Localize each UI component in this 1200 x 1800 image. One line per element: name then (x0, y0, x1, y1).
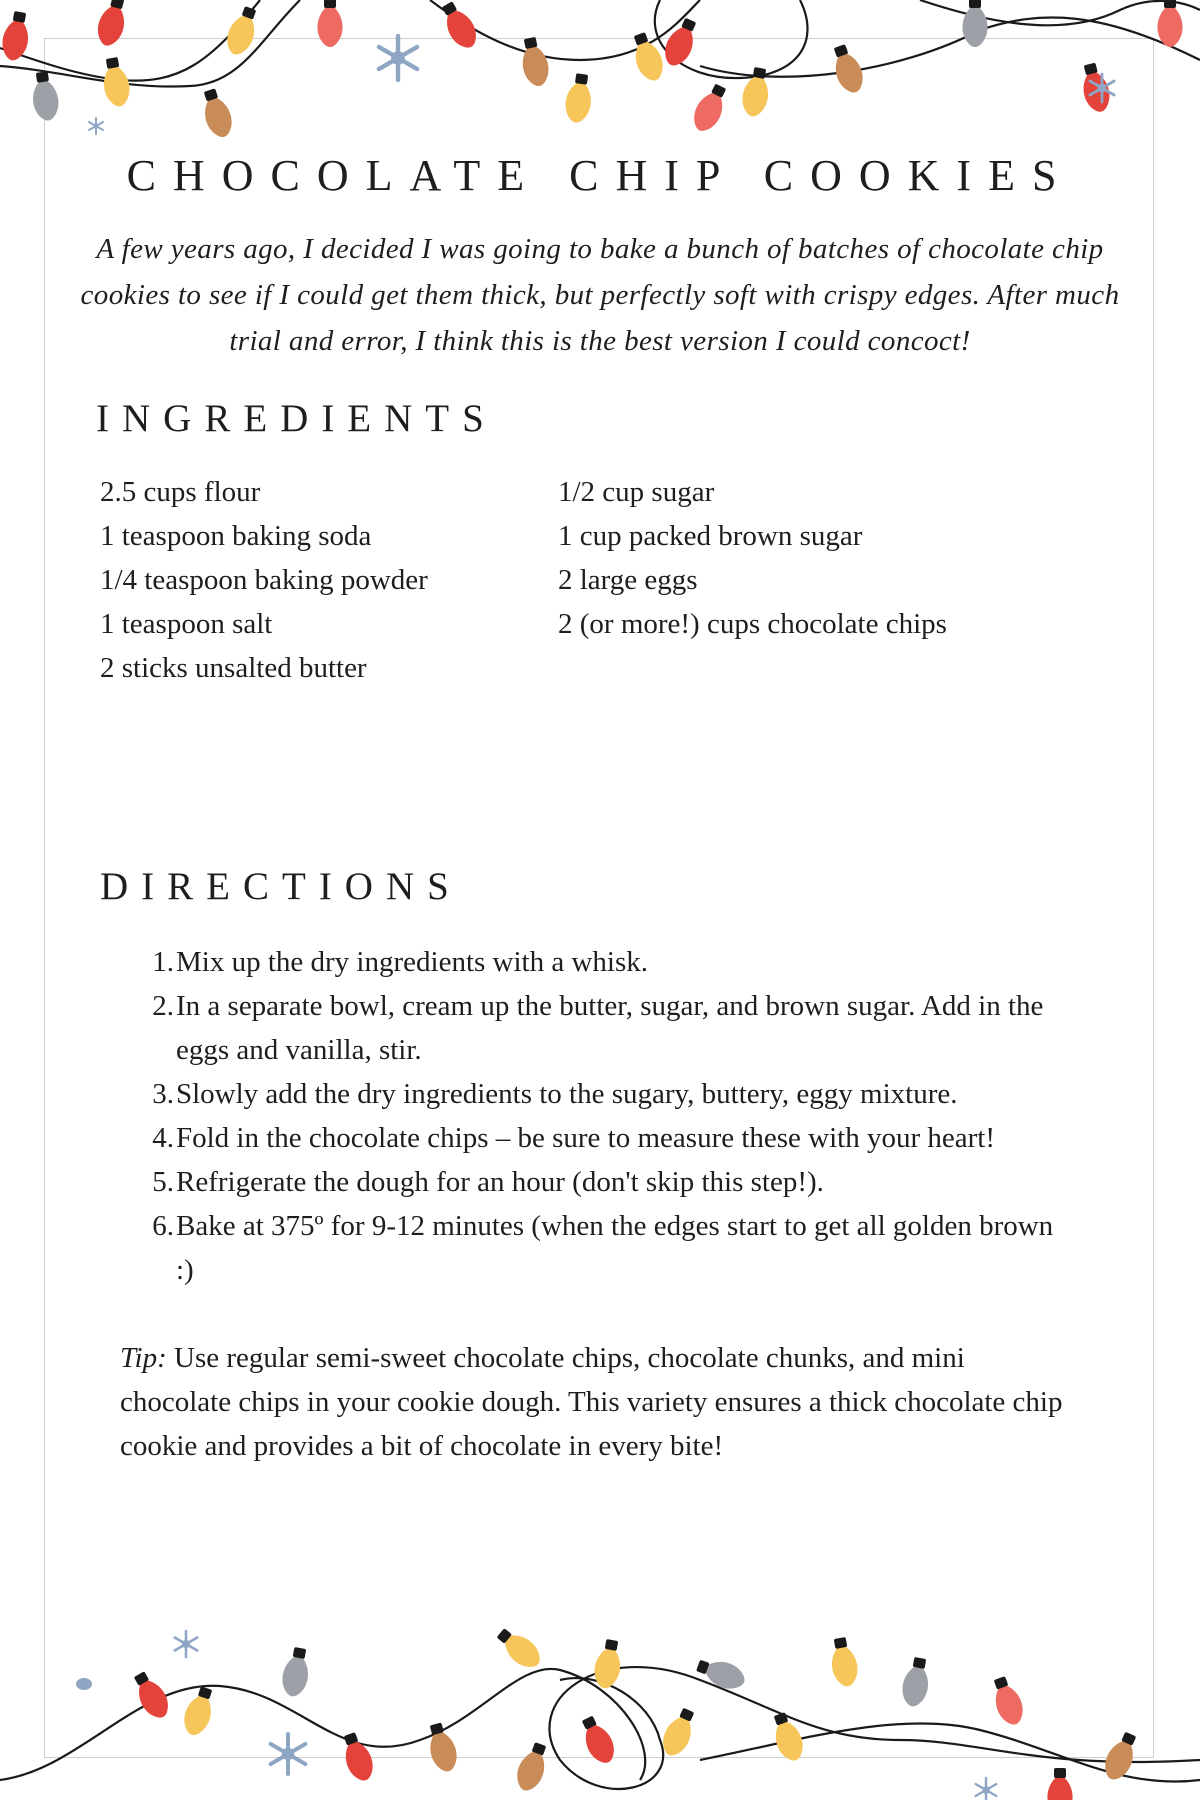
snowflake-icon (976, 1778, 997, 1800)
directions-list (152, 940, 1076, 1292)
ingredient-item: 2 sticks unsalted butter (100, 652, 367, 684)
step-number: 3. (152, 1078, 174, 1110)
directions-heading: DIRECTIONS (100, 865, 462, 908)
direction-step (152, 1204, 1076, 1292)
ingredient-item: 1 teaspoon salt (100, 608, 273, 640)
tip-text: Use regular semi-sweet chocolate chips, chocolate chunks, and mini chocolate chips in your cookie dough. This variety ensures a thick chocolate chip cookie and provides a bit of chocolate in every bite! (120, 1342, 1063, 1462)
step-text: Slowly add the dry ingredients to the sugary, buttery, eggy mixture. (176, 1078, 958, 1110)
step-text: Bake at 375º for 9-12 minutes (when the edges start to get all golden brown :) (176, 1210, 1054, 1286)
light-bulb-icon (0, 10, 33, 63)
step-text: Fold in the chocolate chips – be sure to measure these with your heart! (176, 1122, 996, 1154)
direction-step (152, 1160, 1076, 1204)
step-number: 5. (152, 1166, 174, 1198)
light-bulb-icon (1047, 1768, 1072, 1800)
step-text: In a separate bowl, cream up the butter, sugar, and brown sugar. Add in the eggs and vanilla, stir. (176, 990, 1044, 1066)
ingredient-item: 2 large eggs (558, 564, 698, 596)
ingredient-item: 2.5 cups flour (100, 476, 261, 508)
recipe-intro: A few years ago, I decided I was going to bake a bunch of batches of chocolate chip cookies to see if I could get them thick, but perfectly soft with crispy edges. After much trial and error, I think this is the best version I could concoct! (80, 233, 1120, 357)
direction-step (152, 1072, 1076, 1116)
ingredients-heading: INGREDIENTS (96, 397, 497, 440)
recipe-title: CHOCOLATE CHIP COOKIES (126, 151, 1074, 200)
light-wire (920, 0, 1200, 25)
step-number: 2. (152, 990, 174, 1022)
ingredient-item: 1 teaspoon baking soda (100, 520, 372, 552)
ingredient-item: 1 cup packed brown sugar (558, 520, 863, 552)
light-bulb-icon (1157, 0, 1182, 47)
ingredient-item: 2 (or more!) cups chocolate chips (558, 608, 947, 640)
direction-step (152, 1116, 1076, 1160)
ingredient-item: 1/2 cup sugar (558, 476, 715, 508)
direction-step (152, 984, 1076, 1072)
direction-step (152, 940, 1076, 984)
step-text: Refrigerate the dough for an hour (don't skip this step!). (176, 1166, 824, 1198)
ingredient-item: 1/4 teaspoon baking powder (100, 564, 428, 596)
ingredients-list-left (100, 470, 428, 690)
step-number: 1. (152, 946, 174, 978)
ingredients-list-right (558, 470, 947, 646)
tip-label: Tip: (120, 1342, 167, 1374)
recipe-tip (120, 1336, 1080, 1468)
step-text: Mix up the dry ingredients with a whisk. (176, 946, 649, 978)
step-number: 6. (152, 1210, 174, 1242)
step-number: 4. (152, 1122, 174, 1154)
